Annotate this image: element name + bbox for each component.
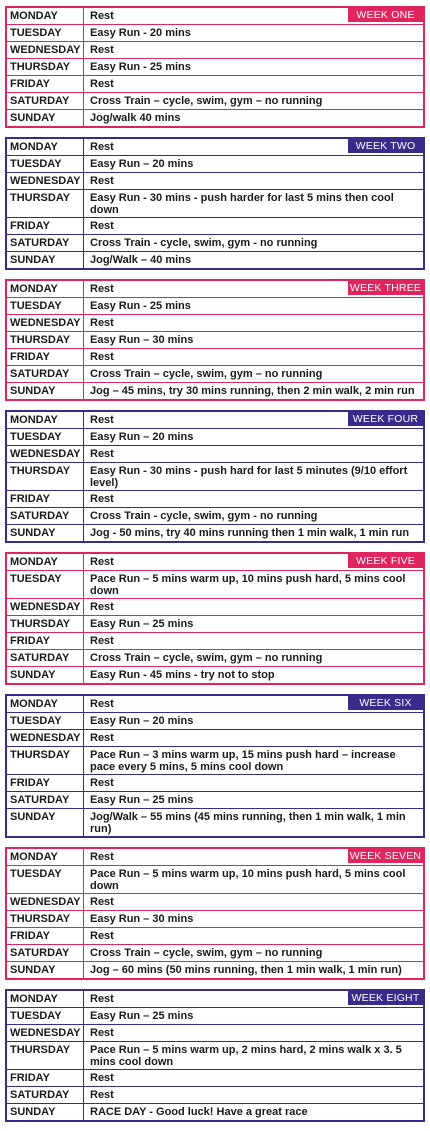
activity-cell: Easy Run – 20 mins [90, 158, 194, 170]
day-cell: WEDNESDAY [7, 446, 84, 462]
activity-cell: Rest [90, 732, 114, 744]
day-cell: SATURDAY [7, 650, 84, 666]
week-label: WEEK ONE [348, 8, 423, 22]
activity-cell: Easy Run - 20 mins [90, 27, 191, 39]
activity-cell: Rest [90, 851, 114, 863]
table-row [7, 894, 423, 911]
table-row [7, 713, 423, 730]
activity-cell: Easy Run – 20 mins [90, 715, 194, 727]
day-cell: TUESDAY [7, 156, 84, 172]
activity-cell: Cross Train – cycle, swim, gym – no running [90, 947, 323, 959]
day-cell: FRIDAY [7, 349, 84, 365]
day-cell: THURSDAY [7, 616, 84, 632]
activity-cell: Easy Run – 20 mins [90, 431, 194, 443]
day-cell: SUNDAY [7, 383, 84, 399]
activity-cell: Rest [90, 1027, 114, 1039]
week-table [5, 989, 425, 1122]
activity-cell: Jog – 45 mins, try 30 mins running, then 2 min walk, 2 min run [90, 385, 415, 397]
activity-cell: Pace Run – 5 mins warm up, 10 mins push hard, 5 mins cool down [90, 868, 406, 892]
table-row [7, 730, 423, 747]
activity-cell: Rest [90, 896, 114, 908]
week-table [5, 410, 425, 543]
day-cell: SUNDAY [7, 962, 84, 978]
table-row [7, 93, 423, 110]
table-row [7, 945, 423, 962]
activity-cell: Rest [90, 283, 114, 295]
week-table [5, 279, 425, 401]
activity-cell: RACE DAY - Good luck! Have a great race [90, 1106, 308, 1118]
day-cell: FRIDAY [7, 491, 84, 507]
day-cell: FRIDAY [7, 775, 84, 791]
activity-cell: Easy Run - 30 mins - push hard for last 5 minutes (9/10 effort level) [90, 465, 408, 489]
activity-cell: Jog/Walk – 40 mins [90, 254, 192, 266]
day-cell: WEDNESDAY [7, 315, 84, 331]
table-row [7, 775, 423, 792]
day-cell: MONDAY [7, 8, 84, 24]
day-cell: TUESDAY [7, 298, 84, 314]
activity-cell: Rest [90, 635, 114, 647]
week-table [5, 847, 425, 980]
week-label: WEEK SEVEN [349, 850, 422, 862]
day-cell: THURSDAY [7, 911, 84, 927]
activity-cell: Cross Train – cycle, swim, gym – no running [90, 652, 323, 664]
table-row [7, 110, 423, 126]
activity-cell: Rest [90, 601, 114, 613]
activity-cell: Rest [90, 414, 114, 426]
day-cell: TUESDAY [7, 866, 84, 893]
table-row [7, 809, 423, 836]
table-row [7, 383, 423, 399]
day-cell: THURSDAY [7, 463, 84, 490]
table-row [7, 42, 423, 59]
table-row [7, 190, 423, 218]
day-cell: SATURDAY [7, 1087, 84, 1103]
day-cell: SUNDAY [7, 1104, 84, 1120]
table-row [7, 911, 423, 928]
activity-cell: Rest [90, 993, 114, 1005]
table-row [7, 366, 423, 383]
table-row [7, 173, 423, 190]
day-cell: THURSDAY [7, 332, 84, 348]
week-table [5, 137, 425, 270]
activity-cell: Easy Run - 30 mins - push harder for last 5 mins then cool down [90, 192, 394, 216]
activity-cell: Pace Run – 3 mins warm up, 15 mins push hard – increase pace every 5 mins, 5 mins cool down [90, 749, 396, 773]
activity-cell: Easy Run – 25 mins [90, 1010, 194, 1022]
activity-cell: Rest [90, 78, 114, 90]
table-row [7, 298, 423, 315]
day-cell: SATURDAY [7, 93, 84, 109]
activity-cell: Rest [90, 556, 114, 568]
day-cell: FRIDAY [7, 76, 84, 92]
week-label: WEEK FOUR [348, 412, 423, 426]
day-cell: WEDNESDAY [7, 730, 84, 746]
day-cell: FRIDAY [7, 928, 84, 944]
day-cell: WEDNESDAY [7, 173, 84, 189]
week-label: WEEK TWO [348, 139, 423, 153]
table-row [7, 866, 423, 894]
day-cell: TUESDAY [7, 25, 84, 41]
activity-cell: Rest [90, 698, 114, 710]
day-cell: MONDAY [7, 281, 84, 297]
table-row [7, 633, 423, 650]
table-row [7, 1008, 423, 1025]
day-cell: WEDNESDAY [7, 599, 84, 615]
activity-cell: Jog/walk 40 mins [90, 112, 181, 124]
table-row [7, 747, 423, 775]
day-cell: SATURDAY [7, 792, 84, 808]
table-row [7, 1025, 423, 1042]
table-row [7, 525, 423, 541]
day-cell: TUESDAY [7, 1008, 84, 1024]
table-row [7, 463, 423, 491]
table-row [7, 928, 423, 945]
table-row [7, 315, 423, 332]
day-cell: SUNDAY [7, 525, 84, 541]
table-row [7, 599, 423, 616]
activity-cell: Rest [90, 930, 114, 942]
day-cell: SATURDAY [7, 366, 84, 382]
activity-cell: Cross Train – cycle, swim, gym – no running [90, 368, 323, 380]
activity-cell: Rest [90, 777, 114, 789]
activity-cell: Easy Run – 25 mins [90, 618, 194, 630]
activity-cell: Easy Run - 25 mins [90, 61, 191, 73]
activity-cell: Easy Run – 30 mins [90, 334, 194, 346]
day-cell: SUNDAY [7, 252, 84, 268]
activity-cell: Rest [90, 44, 114, 56]
activity-cell: Rest [90, 141, 114, 153]
day-cell: WEDNESDAY [7, 42, 84, 58]
day-cell: SUNDAY [7, 667, 84, 683]
activity-cell: Rest [90, 1072, 114, 1084]
day-cell: WEDNESDAY [7, 894, 84, 910]
activity-cell: Cross Train - cycle, swim, gym - no running [90, 237, 318, 249]
week-label: WEEK SIX [348, 696, 423, 710]
day-cell: THURSDAY [7, 190, 84, 217]
activity-cell: Easy Run - 45 mins - try not to stop [90, 669, 275, 681]
table-row [7, 76, 423, 93]
table-row [7, 650, 423, 667]
activity-cell: Easy Run - 25 mins [90, 300, 191, 312]
day-cell: THURSDAY [7, 59, 84, 75]
day-cell: FRIDAY [7, 218, 84, 234]
table-row [7, 616, 423, 633]
activity-cell: Pace Run – 5 mins warm up, 10 mins push hard, 5 mins cool down [90, 573, 406, 597]
table-row [7, 332, 423, 349]
activity-cell: Jog - 50 mins, try 40 mins running then 1 min walk, 1 min run [90, 527, 410, 539]
day-cell: MONDAY [7, 139, 84, 155]
day-cell: SUNDAY [7, 110, 84, 126]
day-cell: SATURDAY [7, 508, 84, 524]
week-table [5, 6, 425, 128]
day-cell: SATURDAY [7, 945, 84, 961]
week-label: WEEK THREE [349, 282, 422, 294]
table-row [7, 156, 423, 173]
activity-cell: Jog/Walk – 55 mins (45 mins running, then 1 min walk, 1 min run) [90, 811, 406, 835]
activity-cell: Rest [90, 351, 114, 363]
table-row [7, 1042, 423, 1070]
table-row [7, 1104, 423, 1120]
day-cell: MONDAY [7, 696, 84, 712]
day-cell: THURSDAY [7, 1042, 84, 1069]
activity-cell: Rest [90, 317, 114, 329]
day-cell: THURSDAY [7, 747, 84, 774]
day-cell: SUNDAY [7, 809, 84, 836]
activity-cell: Easy Run – 30 mins [90, 913, 194, 925]
activity-cell: Pace Run – 5 mins warm up, 2 mins hard, 2 mins walk x 3. 5 mins cool down [90, 1044, 402, 1068]
table-row [7, 235, 423, 252]
activity-cell: Rest [90, 448, 114, 460]
day-cell: TUESDAY [7, 429, 84, 445]
table-row [7, 1070, 423, 1087]
activity-cell: Rest [90, 10, 114, 22]
table-row [7, 25, 423, 42]
activity-cell: Rest [90, 493, 114, 505]
table-row [7, 491, 423, 508]
table-row [7, 667, 423, 683]
table-row [7, 218, 423, 235]
day-cell: MONDAY [7, 554, 84, 570]
week-label: WEEK EIGHT [348, 991, 423, 1005]
table-row [7, 508, 423, 525]
activity-cell: Rest [90, 1089, 114, 1101]
day-cell: MONDAY [7, 991, 84, 1007]
day-cell: MONDAY [7, 412, 84, 428]
table-row [7, 792, 423, 809]
day-cell: MONDAY [7, 849, 84, 865]
day-cell: FRIDAY [7, 1070, 84, 1086]
table-row [7, 446, 423, 463]
table-row [7, 429, 423, 446]
day-cell: TUESDAY [7, 571, 84, 598]
table-row [7, 571, 423, 599]
day-cell: SATURDAY [7, 235, 84, 251]
activity-cell: Jog – 60 mins (50 mins running, then 1 min walk, 1 min run) [90, 964, 402, 976]
table-row [7, 252, 423, 268]
training-plan [5, 6, 425, 1131]
table-row [7, 59, 423, 76]
table-row [7, 349, 423, 366]
week-table [5, 694, 425, 838]
table-row [7, 962, 423, 978]
week-label: WEEK FIVE [348, 554, 423, 568]
activity-cell: Rest [90, 175, 114, 187]
day-cell: TUESDAY [7, 713, 84, 729]
activity-cell: Rest [90, 220, 114, 232]
day-cell: WEDNESDAY [7, 1025, 84, 1041]
day-cell: FRIDAY [7, 633, 84, 649]
week-table [5, 552, 425, 685]
activity-cell: Cross Train – cycle, swim, gym – no running [90, 95, 323, 107]
activity-cell: Easy Run – 25 mins [90, 794, 194, 806]
activity-cell: Cross Train - cycle, swim, gym - no running [90, 510, 318, 522]
